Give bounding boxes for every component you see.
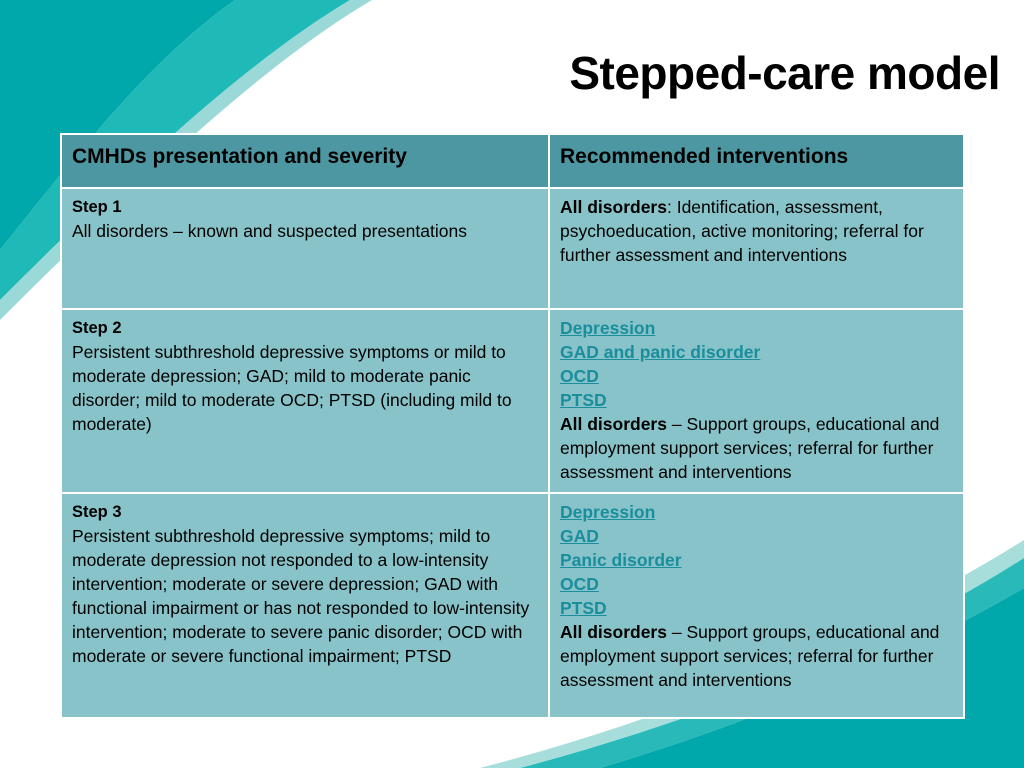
table-row (61, 493, 964, 718)
link-gad[interactable]: GAD (560, 526, 599, 546)
link-panic-disorder[interactable]: Panic disorder (560, 550, 682, 570)
interventions-cell (549, 188, 964, 309)
header-presentation: CMHDs presentation and severity (61, 134, 549, 188)
presentation-cell (61, 188, 549, 309)
link-ptsd[interactable]: PTSD (560, 598, 607, 618)
link-depression[interactable]: Depression (560, 318, 656, 338)
table-header-row (61, 134, 964, 188)
presentation-cell (61, 309, 549, 493)
all-disorders-label: All disorders (560, 622, 667, 642)
all-disorders-description: – Support groups, educational and employment support services; referral for further assessment and interventions (560, 622, 940, 690)
interventions-cell (549, 309, 964, 493)
all-disorders-text (560, 197, 924, 265)
all-disorders-text (560, 414, 939, 482)
slide-title: Stepped-care model (569, 47, 1000, 99)
table-row (61, 188, 964, 309)
all-disorders-text (560, 622, 939, 690)
stepped-care-table (60, 133, 965, 719)
presentation-text: Persistent subthreshold depressive symptoms; mild to moderate depression not responded to a low-intensity intervention; moderate or severe depression; GAD with functional impairment or has not responded to low-intensity intervention; moderate to severe panic disorder; OCD with moderate or severe functional impairment; PTSD (72, 526, 530, 666)
all-disorders-description: : Identification, assessment, psychoeducation, active monitoring; referral for further assessment and interventions (560, 197, 924, 265)
interventions-cell (549, 493, 964, 718)
link-ocd[interactable]: OCD (560, 574, 599, 594)
step-label: Step 3 (72, 503, 122, 521)
all-disorders-label: All disorders (560, 414, 667, 434)
all-disorders-description: – Support groups, educational and employment support services; referral for further assessment and interventions (560, 414, 940, 482)
all-disorders-label: All disorders (560, 197, 667, 217)
link-gad-and-panic-disorder[interactable]: GAD and panic disorder (560, 342, 761, 362)
presentation-text: All disorders – known and suspected presentations (72, 221, 467, 241)
step-label: Step 2 (72, 319, 122, 337)
header-interventions: Recommended interventions (549, 134, 964, 188)
link-depression[interactable]: Depression (560, 502, 656, 522)
table-row (61, 309, 964, 493)
presentation-text: Persistent subthreshold depressive symptoms or mild to moderate depression; GAD; mild to moderate panic disorder; mild to moderate OCD; PTSD (including mild to moderate) (72, 342, 512, 434)
step-label: Step 1 (72, 198, 122, 216)
presentation-cell (61, 493, 549, 718)
link-ptsd[interactable]: PTSD (560, 390, 607, 410)
link-ocd[interactable]: OCD (560, 366, 599, 386)
